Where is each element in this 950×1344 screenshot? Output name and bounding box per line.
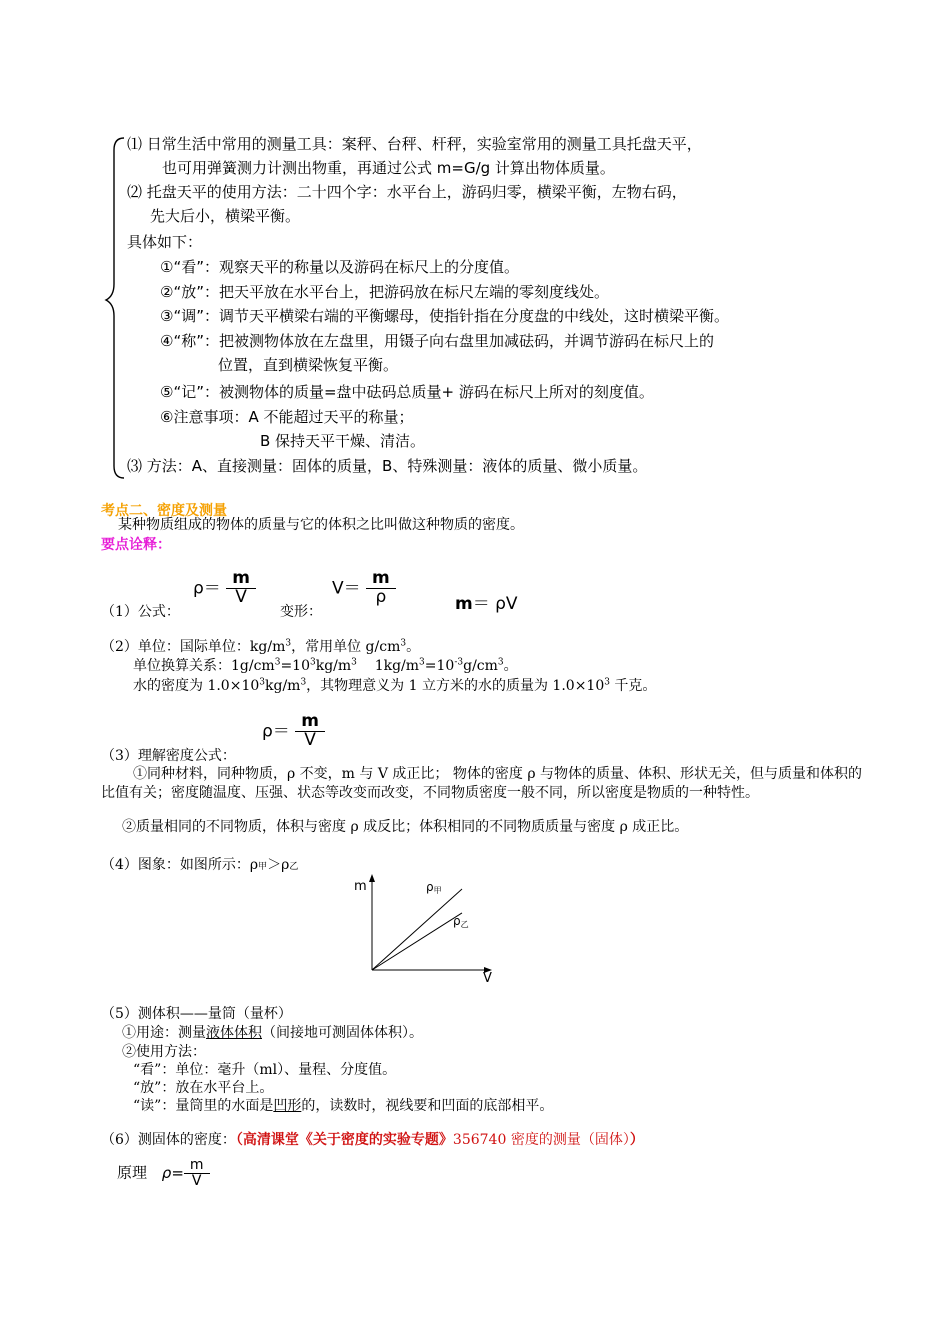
volume-method: ②使用方法： bbox=[122, 1044, 206, 1060]
v-equals: V＝ bbox=[332, 578, 361, 599]
volume-place: “放”：放在水平台上。 bbox=[133, 1080, 274, 1096]
volume-denominator: V bbox=[235, 586, 247, 607]
transform-label: 变形： bbox=[280, 604, 322, 620]
box-line-2a: ⑵ 托盘天平的使用方法：二十四个字：水平台上，游码归零，横梁平衡，左物右码， bbox=[127, 183, 687, 201]
y-axis-arrow bbox=[369, 874, 375, 882]
units-line-1: （2）单位：国际单位：$kg/m^3$，常用单位 $g/cm^3$。 bbox=[101, 638, 421, 655]
understand-label: （3）理解密度公式： bbox=[101, 748, 236, 764]
volume-look: “看”：单位：毫升（ml）、量程、分度值。 bbox=[133, 1062, 397, 1078]
series-label-yi: ρ乙 bbox=[453, 914, 469, 929]
mass-formula bbox=[455, 589, 518, 614]
box-line-4: ⑶ 方法：A、直接测量：固体的质量，B、特殊测量：液体的质量、微小质量。 bbox=[127, 457, 648, 475]
volume-read: “读”：量筒里的水面是凹形的，读数时，视线要和凹面的底部相平。 bbox=[133, 1098, 554, 1114]
density-graph bbox=[350, 870, 500, 985]
series-line-yi bbox=[372, 913, 462, 970]
units-line-2: 单位换算关系：$1g/cm^3=10^3kg/m^3$ $1kg/m^3=10^{-3}g/cm^3$。 bbox=[133, 657, 518, 674]
solid-density-line: （6）测固体的密度：（高清课堂《关于密度的实验专题》356740 密度的测量（固体）） bbox=[101, 1132, 644, 1148]
step-record: ⑤“记”：被测物体的质量=盘中砝码总质量+ 游码在标尺上所对的刻度值。 bbox=[160, 383, 654, 401]
step-place: ②“放”：把天平放在水平台上，把游码放在标尺左端的零刻度线处。 bbox=[160, 283, 609, 301]
curly-brace bbox=[104, 136, 126, 480]
volume-formula bbox=[332, 570, 396, 607]
box-line-1a: ⑴ 日常生活中常用的测量工具：案秤、台秤、杆秤，实验室常用的测量工具托盘天平， bbox=[127, 135, 702, 153]
mass-numerator-2: m bbox=[366, 570, 396, 589]
series-label-jia: ρ甲 bbox=[426, 880, 442, 895]
step-weigh-a: ④“称”：把被测物体放在左盘里，用镊子向右盘里加减砝码，并调节游码在标尺上的 bbox=[160, 332, 714, 350]
key-points-heading: 要点诠释： bbox=[101, 537, 171, 553]
volume-use: ①用途：测量液体体积（间接地可测固体体积）。 bbox=[122, 1025, 423, 1041]
rho-symbol: ρ＝ bbox=[193, 578, 221, 599]
units-line-3: 水的密度为 $1.0\times 10^3kg/m^3$，其物理意义为 1 立方米的水的质量为 $1.0\times 10^3$ 千克。 bbox=[133, 677, 657, 694]
principle-label: 原理 bbox=[117, 1163, 148, 1182]
mass-symbol: m bbox=[455, 594, 473, 614]
understand-point-1: ①同种材料，同种物质，ρ 不变，m 与 V 成正比； 物体的密度 ρ 与物体的质量、体积、形状无关，但与质量和体积的比值有关；密度随温度、压强、状态等改变而改变，不同物质密度一般不同，所以密度是物质的一种特性。 bbox=[101, 766, 862, 801]
rho-equals: ρ= bbox=[161, 1163, 184, 1182]
box-line-1b: 也可用弹簧测力计测出物重，再通过公式 m=G/g 计算出物体质量。 bbox=[162, 159, 615, 177]
series-line-jia bbox=[372, 889, 462, 970]
density-formula bbox=[193, 570, 256, 607]
volume-title: （5）测体积——量筒（量杯） bbox=[101, 1006, 292, 1022]
step-notes-b: B 保持天平干燥、清洁。 bbox=[260, 432, 426, 450]
axis-label-m: m bbox=[354, 879, 367, 894]
step-adjust: ③“调”：调节天平横梁右端的平衡螺母，使指针指在分度盘的中线处，这时横梁平衡。 bbox=[160, 307, 729, 325]
understand-formula: ρ＝ $\frac{m}{V}$ bbox=[262, 713, 325, 750]
understand-point-2: ②质量相同的不同物质，体积与密度 ρ 成反比；体积相同的不同物质质量与密度 ρ 成正比。 bbox=[122, 819, 689, 835]
graph-label: （4）图象：如图所示：ρ甲＞ρ乙 bbox=[101, 857, 299, 873]
step-notes-a: ⑥注意事项：A 不能超过天平的称量； bbox=[160, 408, 414, 426]
section-heading: 考点二、密度及测量 bbox=[101, 503, 227, 519]
rho-denominator: ρ bbox=[375, 586, 387, 607]
step-look: ①“看”：观察天平的称量以及游码在标尺上的分度值。 bbox=[160, 258, 519, 276]
mass-numerator: m bbox=[226, 570, 256, 589]
mass-formula-rest: ＝ ρV bbox=[472, 594, 518, 614]
principle-formula: 原理 ρ= $\frac{m}{V}$ bbox=[117, 1158, 210, 1188]
box-line-2b: 先大后小，横梁平衡。 bbox=[150, 207, 301, 225]
density-definition: 某种物质组成的物体的质量与它的体积之比叫做这种物质的密度。 bbox=[118, 517, 524, 533]
step-weigh-b: 位置，直到横梁恢复平衡。 bbox=[218, 356, 399, 374]
box-line-3: 具体如下： bbox=[127, 233, 203, 251]
formula-label: （1）公式： bbox=[101, 604, 180, 620]
axis-label-v: V bbox=[483, 971, 492, 985]
